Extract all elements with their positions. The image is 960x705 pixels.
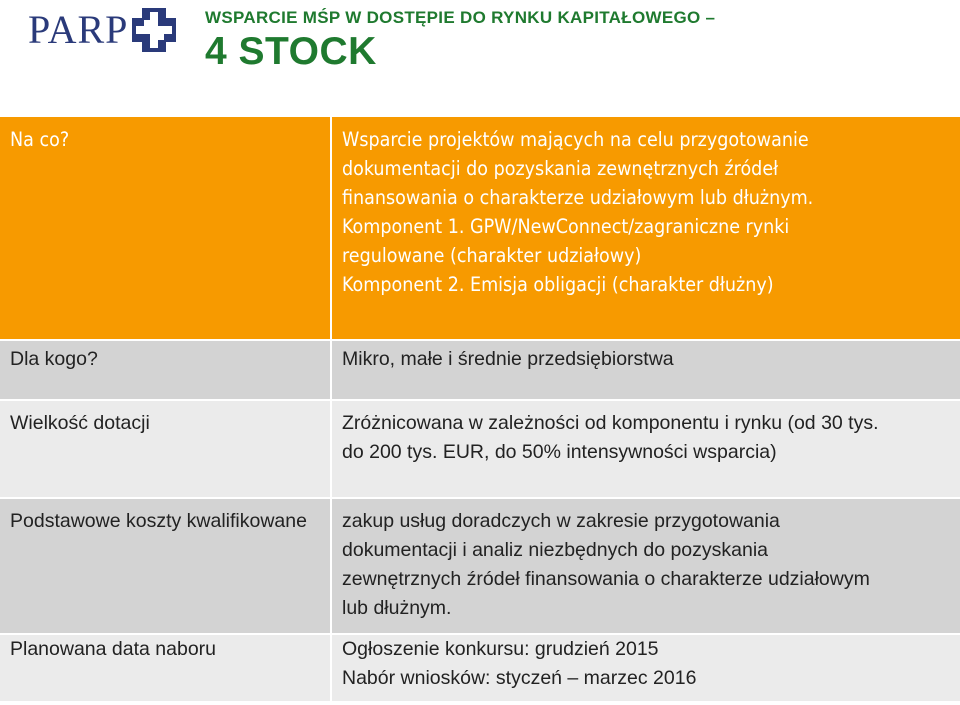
table-row: [0, 499, 960, 633]
table-row: [0, 635, 960, 701]
row-content: [332, 401, 960, 497]
info-table: [0, 115, 960, 703]
content-line: Wsparcie projektów mających na celu przygotowanie: [342, 128, 809, 151]
table-row: [0, 401, 960, 497]
content-line: lub dłużnym.: [342, 597, 452, 619]
row-label: Dla kogo?: [0, 341, 332, 399]
row-content: [332, 341, 960, 399]
row-label: Wielkość dotacji: [0, 401, 332, 497]
content-line: dokumentacji i analiz niezbędnych do pozyskania: [342, 539, 769, 561]
content-line: Ogłoszenie konkursu: grudzień 2015: [342, 638, 659, 660]
content-line: Komponent 1. GPW/NewConnect/zagraniczne rynki: [342, 215, 790, 238]
content-line: Nabór wniosków: styczeń – marzec 2016: [342, 667, 697, 689]
logo-text: PARP: [28, 7, 129, 52]
parp-logo: [28, 6, 176, 53]
page-title: [205, 8, 715, 74]
content-line: Komponent 2. Emisja obligacji (charakter dłużny): [342, 273, 774, 296]
content-line: Mikro, małe i średnie przedsiębiorstwa: [342, 348, 674, 370]
content-line: zewnętrznych źródeł finansowania o charakterze udziałowym: [342, 568, 870, 590]
title-line-2: 4 STOCK: [205, 30, 377, 73]
table-row: [0, 341, 960, 399]
content-line: regulowane (charakter udziałowy): [342, 244, 642, 267]
title-line-1: WSPARCIE MŚP W DOSTĘPIE DO RYNKU KAPITAŁOWEGO –: [205, 8, 716, 27]
content-line: finansowania o charakterze udziałowym lub dłużnym.: [342, 186, 814, 209]
table-row: [0, 117, 960, 339]
row-content: [332, 635, 960, 701]
row-label: Planowana data naboru: [0, 635, 332, 701]
row-label: Podstawowe koszty kwalifikowane: [0, 499, 332, 633]
parp-emblem-icon: [132, 8, 176, 52]
row-content: [332, 117, 960, 339]
row-content: [332, 499, 960, 633]
content-line: do 200 tys. EUR, do 50% intensywności wsparcia): [342, 441, 777, 463]
content-line: dokumentacji do pozyskania zewnętrznych źródeł: [342, 157, 779, 180]
content-line: zakup usług doradczych w zakresie przygotowania: [342, 510, 780, 532]
row-label: Na co?: [0, 117, 332, 339]
content-line: Zróżnicowana w zależności od komponentu i rynku (od 30 tys.: [342, 412, 879, 434]
